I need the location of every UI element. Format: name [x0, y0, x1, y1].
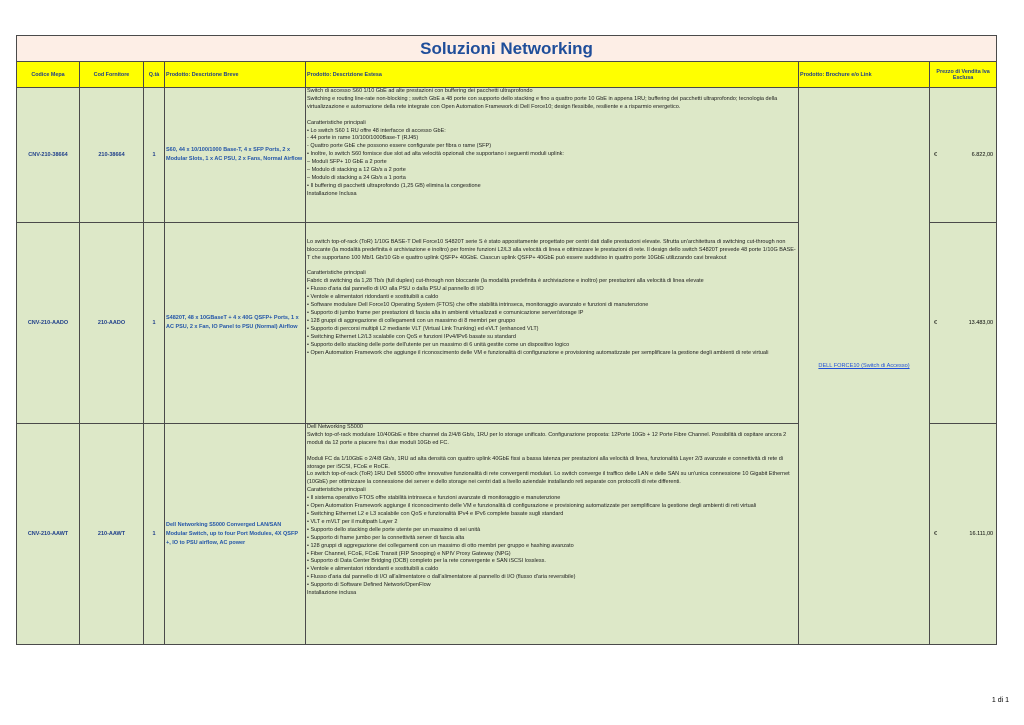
- desc-line: • 128 gruppi di aggregazione di collegamenti con un massimo di 8 membri per gruppo: [307, 317, 516, 324]
- title-cell: [17, 36, 997, 62]
- quantity: 1: [144, 223, 165, 424]
- desc-line: [307, 231, 797, 239]
- desc-line: – Modulo di stacking a 24 Gb/s a 1 porta: [307, 174, 406, 181]
- desc-line: Dell Networking S5000: [307, 424, 363, 430]
- header-brochure: Prodotto: Brochure e/o Link: [799, 62, 930, 88]
- short-description: S60, 44 x 10/100/1000 Base-T, 4 x SFP Ports, 2 x Modular Slots, 1 x AC PSU, 2 x Fans, Normal Airflow: [165, 88, 306, 223]
- desc-line: • Supporto dello stacking delle porte dell'utente per un massimo di 6 unità gestite come un dispositivo logico: [307, 341, 570, 348]
- desc-line: – Moduli SFP+ 10 GbE a 2 porte: [307, 159, 387, 166]
- currency-symbol: €: [934, 320, 938, 326]
- long-description: [306, 88, 799, 223]
- desc-line: • Lo switch S60 1 RU offre 48 interfacce di accesso GbE:: [307, 127, 446, 134]
- desc-line: Switch top-of-rack modulare 10/40GbE e fibre channel da 2/4/8 Gb/s, 1RU per lo storage unificato. Configurazione proposta: 12Porte 10Gb + 12 Porte Fibre Channel. Possibilità di ospitare ancora 2 moduli da 12 porte a piacere fra i due moduli 10Gb ed FC.: [307, 431, 787, 446]
- header-row: [17, 62, 997, 88]
- desc-line: Caratteristiche principali: [307, 119, 366, 126]
- desc-line: [307, 448, 797, 456]
- long-description: [306, 223, 799, 424]
- desc-line: • Supporto dello stacking delle porte utente per un massimo di sei unità: [307, 526, 481, 533]
- short-description: S4820T, 48 x 10GBaseT + 4 x 40G QSFP+ Ports, 1 x AC PSU, 2 x Fan, IO Panel to PSU (Normal) Airflow: [165, 223, 306, 424]
- codice-mepa: CNV-210-38664: [17, 88, 80, 223]
- desc-line: Switch di accesso S60 1/10 GbE ad alte prestazioni con buffering dei pacchetti ultraprofondo: [307, 88, 533, 94]
- desc-line: • Switching Ethernet L2 e L3 scalabile con QoS e funzionalità IPv4 e IPv6 complete basate sugli standard: [307, 510, 564, 517]
- price-value: 13.483,00: [968, 320, 994, 326]
- desc-line: – Modulo di stacking a 12 Gb/s a 2 porte: [307, 167, 406, 174]
- desc-line: • Open Automation Framework che aggiunge il riconoscimento delle VM e funzionalità di configurazione e provisioning automatizzate per semplificare la gestione degli ambienti di rete virtuali: [307, 349, 769, 356]
- desc-line: Caratteristiche principali: [307, 270, 366, 277]
- desc-line: • Flusso d'aria dal pannello di I/O alla PSU o dalla PSU al pannello di I/O: [307, 286, 484, 293]
- desc-line: • Fiber Channel, FCoE, FCoE Transit (FIP Snooping) e NPIV Proxy Gateway (NPG): [307, 550, 511, 557]
- desc-line: • Il buffering di pacchetti ultraprofondo (1,25 GB) elimina la congestione: [307, 182, 481, 189]
- desc-line: Moduli FC da 1/10GbE o 2/4/8 Gb/s, 1RU ad alta densità con quattro uplink 40GbE fissi a bassa latenza per prestazioni alla velocità di linea, funzionalità Layer 2/3 avanzate e connettività di rete di storage per iSCSI, FCoE e RoCE.: [307, 455, 784, 470]
- page-number: 1 di 1: [991, 697, 1009, 704]
- desc-line: • Switching Ethernet L2/L3 scalabile con QoS e funzioni IPv4/IPv6 basate su standard: [307, 333, 516, 340]
- quantity: 1: [144, 88, 165, 223]
- header-prezzo: Prezzo di Vendita Iva Esclusa: [930, 62, 997, 88]
- desc-line: Installazione inclusa: [307, 590, 357, 597]
- desc-line: [307, 263, 797, 271]
- desc-line: • Inoltre, lo switch S60 fornisce due slot ad alta velocità opzionali che supportano i seguenti moduli uplink:: [307, 151, 564, 158]
- desc-line: • Supporto di percorsi multipli L2 mediante VLT (Virtual Link Trunking) ed eVLT (enhanced VLT): [307, 325, 539, 332]
- desc-line: • Supporto di jumbo frame per prestazioni di fascia alta in ambienti virtualizzati e comunicazione server/storage IP: [307, 309, 584, 316]
- desc-line: Lo switch top-of-rack (ToR) 1/10G BASE-T Dell Force10 S4820T serie S è stato appositamente progettato per centri dati dalle prestazioni elevate. Sfrutta un'architettura di switching cut-through non bloccante (la modalità predefinita è archiviazione e inoltro) per fornire funzioni L2/L3 alla velocità di linea e ottimizzare le prestazioni di rete. Il design dello switch S4820T prevede 48 porte 1/10G BASE-T che supportano 100 Mb/1 Gb/10 Gb e quattro uplink QSFP+ 40GbE. Ciascun uplink QSFP+ 40GbE può essere suddiviso in quattro porte 10GbE utilizzando cavi breakout: [307, 238, 796, 261]
- product-table: [16, 35, 997, 645]
- currency-symbol: €: [934, 531, 938, 537]
- short-description: Dell Networking S5000 Converged LAN/SAN Modular Switch, up to four Port Modules, 4X QSFP +, IO to PSU airflow, AC power: [165, 424, 306, 645]
- desc-line: • 128 gruppi di aggregazione dei collegamenti con un massimo di otto membri per gruppo e hashing avanzato: [307, 542, 574, 549]
- desc-line: • Open Automation Framework aggiunge il riconoscimento delle VM e funzionalità di configurazione e provisioning automatizzate per semplificare la gestione degli ambienti di reti virtuali: [307, 503, 757, 510]
- desc-line: Fabric di switching da 1,28 Tb/s (full duplex) cut-through non bloccante (la modalità predefinita è archiviazione e inoltro) per prestazioni alla velocità di linea elevate: [307, 278, 704, 285]
- desc-line: • Supporto di Software Defined Network/OpenFlow: [307, 582, 431, 589]
- header-descrizione-breve: Prodotto: Descrizione Breve: [165, 62, 306, 88]
- desc-line: • Software modulare Dell Force10 Operating System (FTOS) che offre stabilità intrinseca, monitoraggio avanzato e funzioni di manutenzione: [307, 302, 649, 309]
- desc-line: [307, 223, 797, 231]
- cod-fornitore: 210-38664: [80, 88, 144, 223]
- header-qty: Q.tà: [144, 62, 165, 88]
- price-cell: [930, 424, 997, 645]
- header-codice: Codice Mepa: [17, 62, 80, 88]
- desc-line: - 44 porte in rame 10/100/1000Base-T (RJ45): [307, 135, 419, 142]
- desc-line: Switching e routing line-rate non-blocking ; switch GbE a 48 porte con supporto dello stacking e fino a quattro porte 10 GbE in appena 1RU; buffering dei pacchetti ultraprofondo; tecnologia della virtualizzazione e automazione della rete integrate con Open Automation Framework di Dell Force10; design flessibile, resiliente e a risparmio energetico.: [307, 95, 778, 110]
- brochure-cell: [799, 88, 930, 645]
- header-descrizione-estesa: Prodotto: Descrizione Estesa: [306, 62, 799, 88]
- desc-line: • VLT e mVLT per il multipath Layer 2: [307, 518, 398, 525]
- desc-line: • Ventole e alimentatori ridondanti e sostituibili a caldo: [307, 294, 439, 301]
- long-description: [306, 424, 799, 645]
- price-cell: [930, 88, 997, 223]
- desc-line: Lo switch top-of-rack (ToR) 1RU Dell S5000 offre innovative funzionalità di rete convergenti modulari. Lo switch converge il traffico delle LAN e delle SAN su un'unica connessione 10 Gigabit Ethernet (10GbE) per ottimizzare la connessione dei server e dello storage nei centri dati a livello aziendale installando reti separate con protocolli di rete differenti.: [307, 471, 790, 486]
- table-row: [17, 88, 997, 223]
- desc-line: • Il sistema operativo FTOS offre stabilità intrinseca e funzioni avanzate di monitoraggio e manutenzione: [307, 495, 561, 502]
- price-value: 16.111,00: [969, 531, 994, 537]
- cod-fornitore: 210-AAWT: [80, 424, 144, 645]
- cod-fornitore: 210-AADO: [80, 223, 144, 424]
- codice-mepa: CNV-210-AADO: [17, 223, 80, 424]
- codice-mepa: CNV-210-AAWT: [17, 424, 80, 645]
- desc-line: • Flusso d'aria dal pannello di I/O all'alimentatore o dall'alimentatore al pannello di I/O (flusso d'aria reversibile): [307, 574, 576, 581]
- price-value: 6.822,00: [971, 152, 994, 158]
- desc-line: [307, 112, 797, 120]
- header-fornitore: Cod Fornitore: [80, 62, 144, 88]
- quantity: 1: [144, 424, 165, 645]
- desc-line: • Ventole e alimentatori ridondanti e sostituibili a caldo: [307, 566, 439, 573]
- desc-line: Installazione Inclusa: [307, 190, 357, 197]
- page-title: Soluzioni Networking: [420, 38, 593, 58]
- desc-line: - Quattro porte GbE che possono essere configurate per fibra o rame (SFP): [307, 143, 492, 150]
- desc-line: • Supporto di frame jumbo per la connettività server di fascia alta: [307, 534, 465, 541]
- desc-line: Caratteristiche principali: [307, 487, 366, 494]
- currency-symbol: €: [934, 152, 938, 158]
- desc-line: • Supporto di Data Center Bridging (DCB) completo per la rete convergente e SAN iSCSI lossless.: [307, 558, 546, 565]
- price-cell: [930, 223, 997, 424]
- brochure-link[interactable]: DELL FORCE10 (Switch di Accesso): [818, 363, 910, 369]
